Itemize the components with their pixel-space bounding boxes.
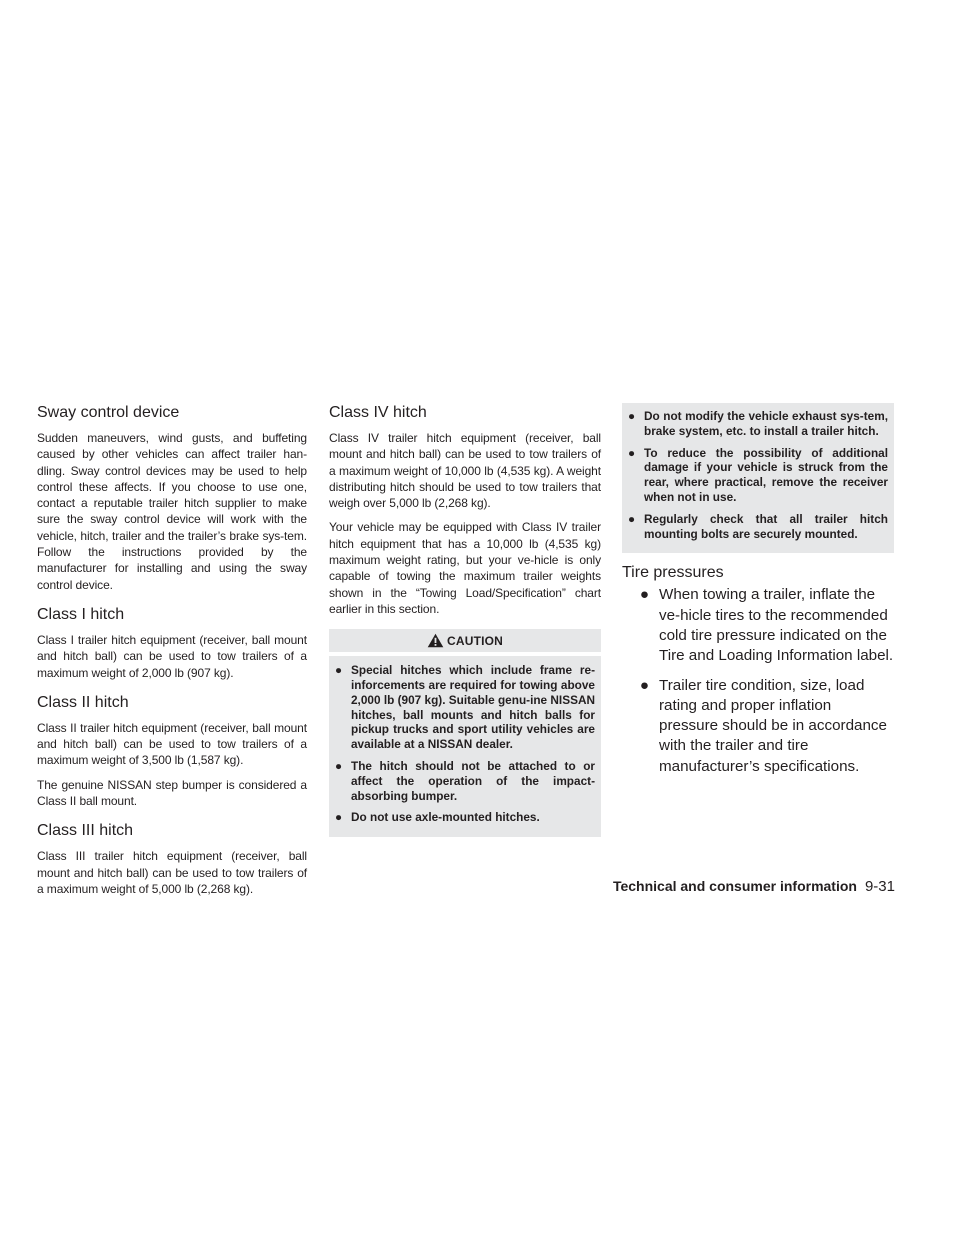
caution-header <box>329 629 601 652</box>
bullet-icon: ● <box>628 445 636 460</box>
page-number: 9-31 <box>864 878 895 895</box>
caution-item-text: The hitch should not be attached to or affect the operation of the impact-absorbing bumper. <box>351 759 595 803</box>
heading-class-4: Class IV hitch <box>329 404 427 421</box>
list-item <box>622 676 894 777</box>
bullet-icon: ● <box>335 759 343 774</box>
warning-triangle-icon <box>427 633 444 648</box>
heading-sway-control: Sway control device <box>37 404 180 421</box>
bullet-icon: ● <box>639 676 649 694</box>
footer-section-title: Technical and consumer information <box>612 878 857 894</box>
caution-item <box>335 663 595 752</box>
bullet-icon: ● <box>639 586 649 604</box>
caution-item <box>628 512 888 542</box>
caution-box-continued <box>622 403 894 553</box>
page-footer <box>585 878 895 895</box>
bullet-icon: ● <box>335 810 343 825</box>
list-item <box>622 585 894 666</box>
heading-class-2: Class II hitch <box>37 693 129 711</box>
caution-item <box>335 810 595 825</box>
column-left <box>37 403 307 905</box>
caution-item-text: To reduce the possibility of additional damage if your vehicle is struck from the rear, where practical, remove the receiver when not in use. <box>644 445 888 504</box>
caution-item <box>335 759 595 803</box>
bullet-icon: ● <box>628 409 636 423</box>
paragraph-class-1: Class I trailer hitch equipment (receiver, ball mount and hitch ball) can be used to tow trailers of a maximum weight of 2,000 lb (907 kg). <box>37 632 307 680</box>
paragraph-class-4-note: Your vehicle may be equipped with Class IV trailer hitch equipment that has a 10,000 lb (4,535 kg) maximum weight rating, but your ve-hicle is only capable of towing the maximum trailer weights shown in the “Towing Load/Specification” chart earlier in this section. <box>329 520 601 616</box>
caution-item <box>628 446 888 505</box>
heading-tire-pressures: Tire pressures <box>622 564 724 582</box>
paragraph-class-2-note: The genuine NISSAN step bumper is considered a Class II ball mount. <box>37 777 307 809</box>
paragraph-class-2: Class II trailer hitch equipment (receiver, ball mount and hitch ball) can be used to tow trailers of a maximum weight of 3,500 lb (1,587 kg). <box>37 720 307 768</box>
column-middle <box>329 403 601 837</box>
caution-item-text: Do not use axle-mounted hitches. <box>351 810 540 825</box>
caution-item-text: Do not modify the vehicle exhaust sys-tem, brake system, etc. to install a trailer hitch. <box>644 409 888 438</box>
caution-item-text: Regularly check that all trailer hitch mounting bolts are securely mounted. <box>644 511 888 541</box>
caution-box <box>329 656 601 837</box>
paragraph-class-3: Class III trailer hitch equipment (receiver, ball mount and hitch ball) can be used to tow trailers of a maximum weight of 5,000 lb (2,268 kg). <box>37 849 307 896</box>
list-item-text: When towing a trailer, inflate the ve-hicle tires to the recommended cold tire pressure indicated on the Tire and Loading Information label. <box>659 586 894 665</box>
caution-title: CAUTION <box>446 633 504 648</box>
heading-class-3: Class III hitch <box>37 822 134 840</box>
list-item-text: Trailer tire condition, size, load rating and proper inflation pressure should be in accordance with the trailer and tire manufacturer’s specifications. <box>659 676 887 775</box>
tire-pressure-list <box>622 585 894 777</box>
bullet-icon: ● <box>628 511 636 526</box>
caution-item <box>628 409 888 439</box>
column-right <box>622 403 894 786</box>
bullet-icon: ● <box>335 663 343 678</box>
caution-item-text: Special hitches which include frame re-inforcements are required for towing above 2,000 lb (907 kg). Suitable genu-ine NISSAN hitches, ball mounts and hitch balls for pickup trucks and sport utility vehicles are available at a NISSAN dealer. <box>351 663 595 752</box>
paragraph-class-4: Class IV trailer hitch equipment (receiver, ball mount and hitch ball) can be used to tow trailers of a maximum weight of 10,000 lb (4,535 kg). A weight distributing hitch should be used to tow trailers that weigh over 5,000 lb (2,268 kg). <box>329 431 601 511</box>
paragraph-sway-control: Sudden maneuvers, wind gusts, and buffeting caused by other vehicles can affect trailer han-dling. Sway control devices may be used to help control these affects. If you choose to use one, contact a reputable trailer hitch supplier to make sure the sway control device will work with the vehicle, hitch, trailer and the trailer’s brake sys-tem. Follow the instructions provided by the manufacturer for installing and using the sway control device. <box>37 431 307 592</box>
heading-class-1: Class I hitch <box>37 605 125 623</box>
